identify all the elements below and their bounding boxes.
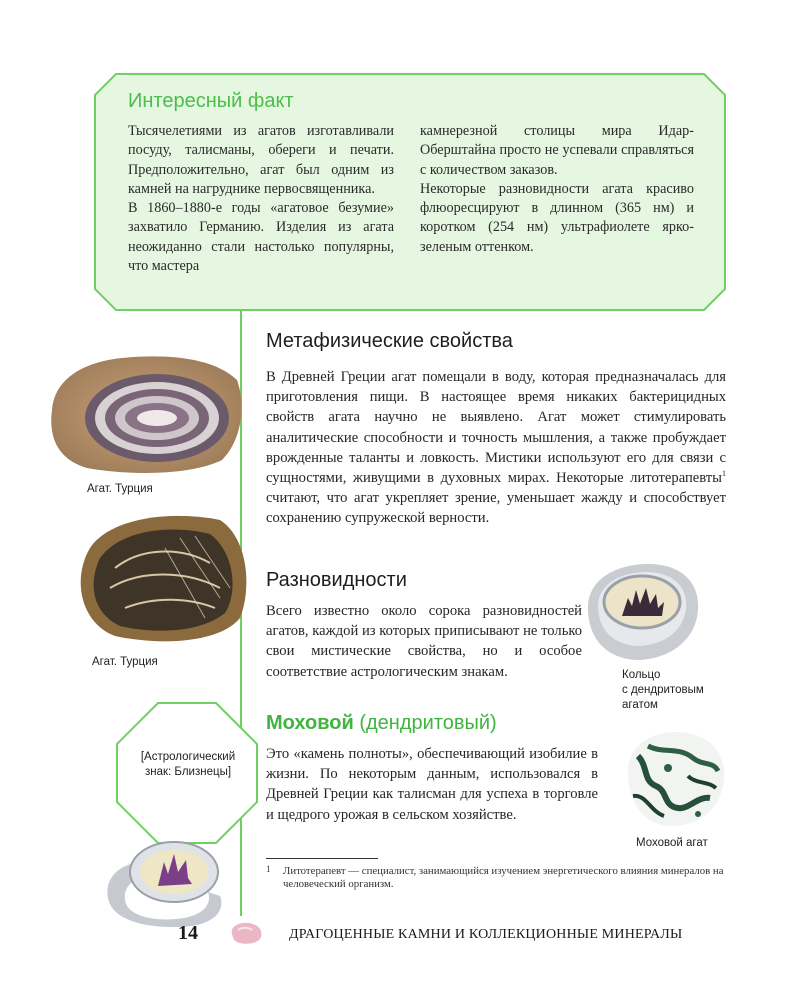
- footnote-reference[interactable]: 1: [722, 469, 726, 479]
- caption-agate-turkey-2: Агат. Турция: [92, 656, 158, 668]
- astro-sign-line: [Астрологический: [140, 751, 236, 763]
- varieties-text: Всего известно около сорока разновидностей агатов, каждой из которых приписывают не только свои мистические свойства, но и особое соответствие астрологическим знакам.: [266, 603, 582, 680]
- astro-sign-line: знак: Близнецы]: [144, 766, 232, 778]
- footnote-number: 1: [266, 864, 271, 874]
- fact-paragraph: камнерезной столицы мира Идар-Оберштайна просто не успевали справляться с количеством заказов.: [420, 123, 694, 178]
- moss-paragraph: [266, 744, 598, 825]
- page-number: 14: [178, 922, 198, 944]
- footer-book-title: ДРАГОЦЕННЫЕ КАМНИ И КОЛЛЕКЦИОННЫЕ МИНЕРАЛЫ: [289, 927, 683, 942]
- fact-paragraph: Тысячелетиями из агатов изготавливали посуду, талисманы, обереги и печати. Предположительно, агат был одним из камней на нагруднике первосвященника.: [128, 123, 394, 197]
- agate-turkey-image-2: [70, 508, 254, 648]
- moss-agate-image: [618, 726, 730, 830]
- section-heading-varieties: Разновидности: [266, 569, 407, 591]
- moss-text: Это «камень полноты», обеспечивающий изобилие в жизни. По некоторым данным, использовался в Древней Греции как талисман для успеха в торговле и щедрого урожая в сельском хозяйстве.: [266, 746, 598, 823]
- metaphysical-text: В Древней Греции агат помещали в воду, которая предназначалась для приготовления пищи. В настоящее время никаких бактерицидных свойств агата научно не выявлено. Агат может стимулировать аналитические способности и точность мышления, а также пробуждает врожденные таланты и ловкость. Мистики используют его для связи с сущностями, живущими в духовных мирах. Некоторые литотерапевты: [266, 369, 726, 487]
- astro-sign-label: [130, 750, 246, 780]
- footnote: [266, 865, 726, 891]
- varieties-paragraph: [266, 601, 582, 682]
- footnote-text: Литотерапевт — специалист, занимающийся изучением энергетического влияния минералов на человеческий организм.: [283, 865, 724, 890]
- caption-ring-line: Кольцо: [622, 669, 661, 681]
- moss-heading-rest: (дендритовый): [353, 712, 497, 734]
- fact-box-left-column: [128, 122, 394, 276]
- moss-heading-bold: Моховой: [266, 712, 354, 734]
- metaphysical-text-continued: считают, что агат укрепляет зрение, уменьшает жажду и способствует сохранению супружеской верности.: [266, 490, 726, 527]
- section-heading-metaphysical: Метафизические свойства: [266, 330, 513, 352]
- caption-ring: [622, 668, 732, 713]
- caption-ring-line: агатом: [622, 699, 658, 711]
- caption-agate-turkey-1: Агат. Турция: [87, 483, 153, 495]
- fact-paragraph: В 1860–1880-е годы «агатовое безумие» захватило Германию. Изделия из агата неожиданно стали настолько популярны, что мастера: [128, 200, 394, 275]
- caption-ring-line: с дендритовым: [622, 684, 704, 696]
- metaphysical-paragraph: [266, 367, 726, 529]
- agate-turkey-image-1: [42, 350, 246, 478]
- dendritic-agate-ring-image: [578, 558, 704, 664]
- section-heading-moss: [266, 712, 497, 735]
- purple-dendrite-ring-image: [100, 838, 228, 928]
- fact-box-title: Интересный факт: [128, 90, 294, 112]
- fact-box-right-column: [420, 122, 694, 257]
- pink-gem-icon: [228, 920, 264, 946]
- footnote-divider: [266, 858, 378, 859]
- fact-paragraph: Некоторые разновидности агата красиво флюоресцируют в длинном (365 нм) и коротком (254 нм) ультрафиолете ярко-зеленым оттенком.: [420, 180, 694, 255]
- caption-moss-agate: Моховой агат: [636, 837, 708, 849]
